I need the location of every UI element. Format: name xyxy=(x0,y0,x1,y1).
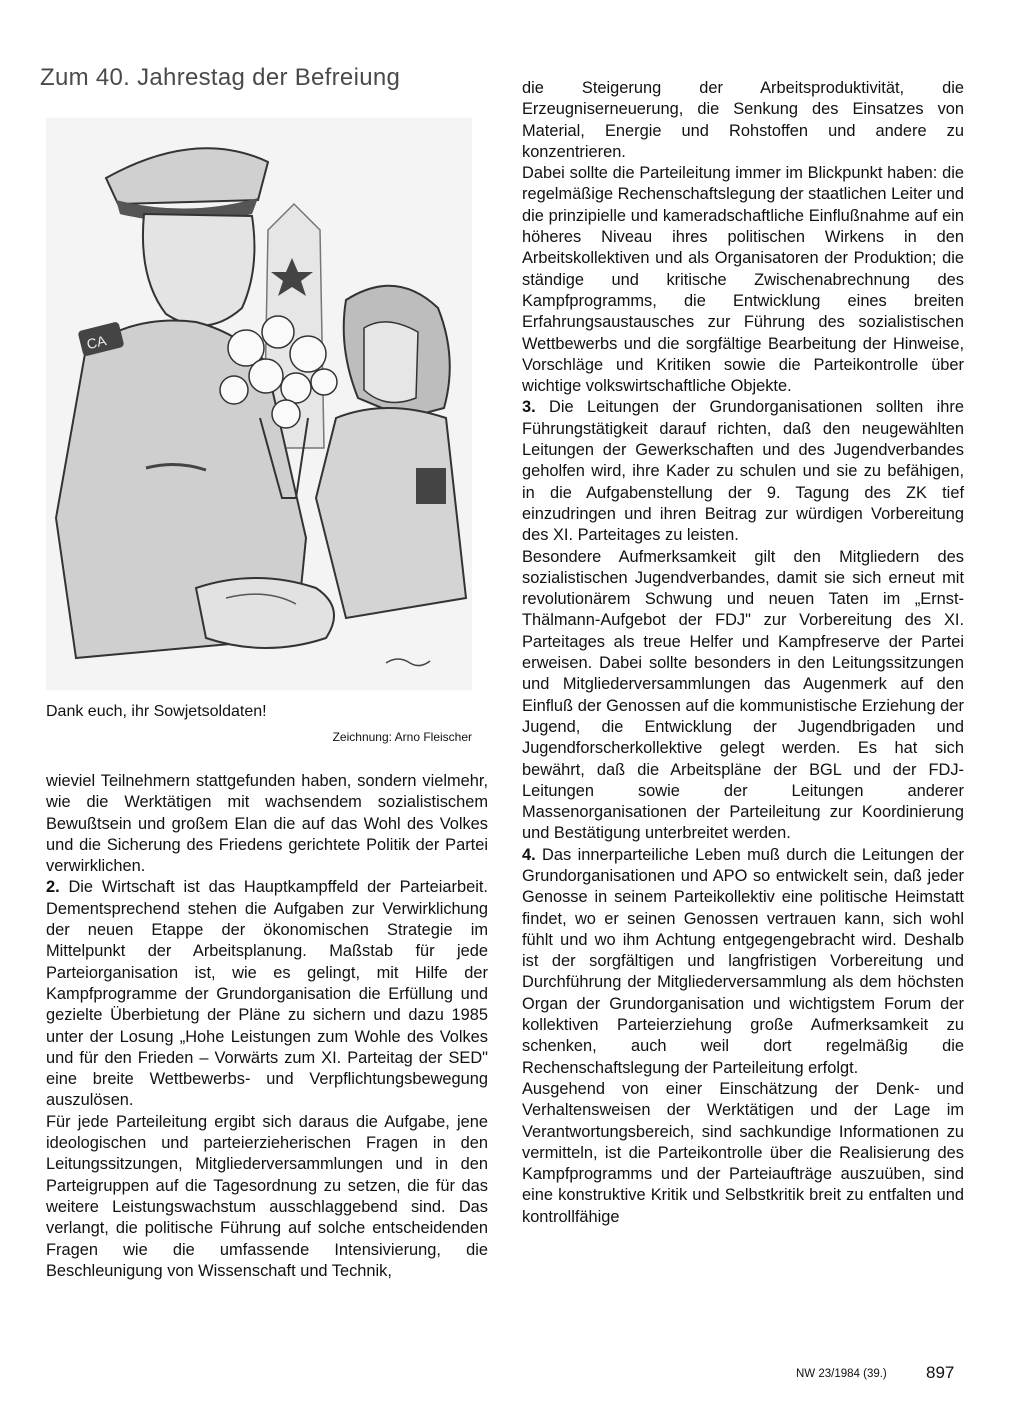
page-number: 897 xyxy=(926,1363,955,1382)
paragraph-text: Das innerparteiliche Leben muß durch die Leitungen der Grundorganisationen und APO so entwickelt sein, daß jeder Genosse in seinem Parteikollektiv eine politische Heimstatt findet, wo er seinen Genossen vertrauen kann, sich wohl fühlt und wo ihm Achtung entgegengebracht wird. Deshalb ist der sorgfältigen und langfristigen Vorbereitung und Durchführung der Mitgliederversammlung als dem höchsten Organ der Grundorganisation und wichtigstem Forum der kollektiven Parteierziehung große Aufmerksamkeit zu schenken, auch weil dort regelmäßig die Rechenschaftslegung der Parteileitung erfolgt. xyxy=(522,845,964,1077)
paragraph: die Steigerung der Arbeitsproduktivität, die Erzeugniserneuerung, die Senkung des Einsatzes von Material, Energie und Rohstoffen und andere zu konzentrieren. xyxy=(522,79,964,161)
soldier-and-girl-drawing xyxy=(46,118,472,690)
text-column-left xyxy=(46,771,488,1282)
paragraph xyxy=(522,397,964,546)
paragraph xyxy=(522,845,964,1079)
paragraph: wieviel Teilnehmern stattgefunden haben, sondern vielmehr, wie die Werktätigen mit wachsendem sozialistischem Bewußtsein und großem Elan die auf das Wohl des Volkes und die Sicherung des Friedens gerichtete Politik der Partei verwirklichen. xyxy=(46,772,488,876)
paragraph: Dabei sollte die Parteileitung immer im Blickpunkt haben: die regelmäßige Rechenschaftslegung der staatlichen Leiter und die prinzipielle und kameradschaftliche Einflußnahme auf ein höheres Niveau ihres politischen Wirkens in den Arbeitskollektiven und als Organisatoren der Produktion; die ständige und kritische Zwischenabrechnung des Kampfprogramms, die Entwicklung eines breiten Erfahrungsaustausches zur Führung des sozialistischen Wettbewerbs und die sorgfältige Bearbeitung der Hinweise, Vorschläge und Kritiken sowie die Parteikontrolle über wichtige volkswirtschaftliche Objekte. xyxy=(522,164,964,396)
illustration-credit: Zeichnung: Arno Fleischer xyxy=(332,730,472,744)
shoulder-mark: CA xyxy=(84,332,108,353)
paragraph: Besondere Aufmerksamkeit gilt den Mitgliedern des sozialistischen Jugendverbandes, damit sie sich erneut mit revolutionärem Schwung und neuen Taten im „Ernst-Thälmann-Aufgebot der FDJ" zur Vorbereitung des XI. Parteitages als treue Helfer und Kampfreserve der Partei erweisen. Dabei sollte besonders in den Leitungssitzungen und Mitgliederversammlungen das Augenmerk auf den Einfluß der Genossen auf die kommunistische Erziehung der Jugend, die Entwicklung der Jugendbrigaden und Jugendforscherkollektive gelegt werden. Es hat sich bewährt, daß die Arbeitspläne der BGL und der FDJ-Leitungen sowie der Leitungen anderer Massenorganisationen der Parteileitung zur Koordinierung und Bestätigung unterbreitet werden. xyxy=(522,547,964,843)
text-column-right xyxy=(522,78,964,1228)
article-heading: Zum 40. Jahrestag der Befreiung xyxy=(40,64,401,91)
paragraph: Für jede Parteileitung ergibt sich daraus die Aufgabe, jene ideologischen und parteierzieherischen Fragen in den Leitungssitzungen, Mitgliederversammlungen und in den Parteigruppen auf die Tagesordnung zu setzen, die für das weitere Leistungswachstum ausschlaggebend sind. Das verlangt, die politische Führung auf solche entscheidenden Fragen wie die umfassende Intensivierung, die Beschleunigung von Wissenschaft und Technik, xyxy=(46,1112,488,1280)
paragraph xyxy=(46,877,488,1111)
illustration-caption: Dank euch, ihr Sowjetsoldaten! xyxy=(46,703,267,720)
section-number: 3. xyxy=(522,398,536,417)
paragraph-text: Die Wirtschaft ist das Hauptkampffeld der Parteiarbeit. Dementsprechend stehen die Aufgaben zur Verwirklichung der neuen Etappe der ökonomischen Strategie im Mittelpunkt der Arbeitsplanung. Maßstab für jede Parteiorganisation ist, wie es gelingt, mit Hilfe der Kampfprogramme der Grundorganisation die Erfüllung und gezielte Überbietung der Pläne zu sichern und dazu 1985 unter der Losung „Hohe Leistungen zum Wohle des Volkes und für den Frieden – Vorwärts zum XI. Parteitag der SED" eine breite Wettbewerbs- und Verpflichtungsbewegung auszulösen. xyxy=(46,878,488,1110)
paragraph: Ausgehend von einer Einschätzung der Denk- und Verhaltensweisen der Werktätigen und der Lage im Verantwortungsbereich, sind sachkundige Informationen zu vermitteln, ist die Parteikontrolle über die Realisierung des Kampfprogramms und der Parteiaufträge auszuüben, sind eine konstruktive Kritik und Selbstkritik breit zu entfalten und kontrollfähige xyxy=(522,1079,964,1226)
drawing-illustration xyxy=(46,118,472,690)
section-number: 4. xyxy=(522,845,536,864)
section-number: 2. xyxy=(46,878,60,897)
paragraph-text: Die Leitungen der Grundorganisationen sollten ihre Führungstätigkeit darauf richten, daß den neugewählten Leitungen der Gewerkschaften und des Jugendverbandes geholfen wird, ihre Kader zu schulen und sie zu befähigen, in die Aufgabenstellung der 9. Tagung des ZK tief einzudringen und ihren Beitrag zur würdigen Vorbereitung des XI. Parteitages zu leisten. xyxy=(522,398,964,545)
issue-reference: NW 23/1984 (39.) xyxy=(796,1368,887,1380)
